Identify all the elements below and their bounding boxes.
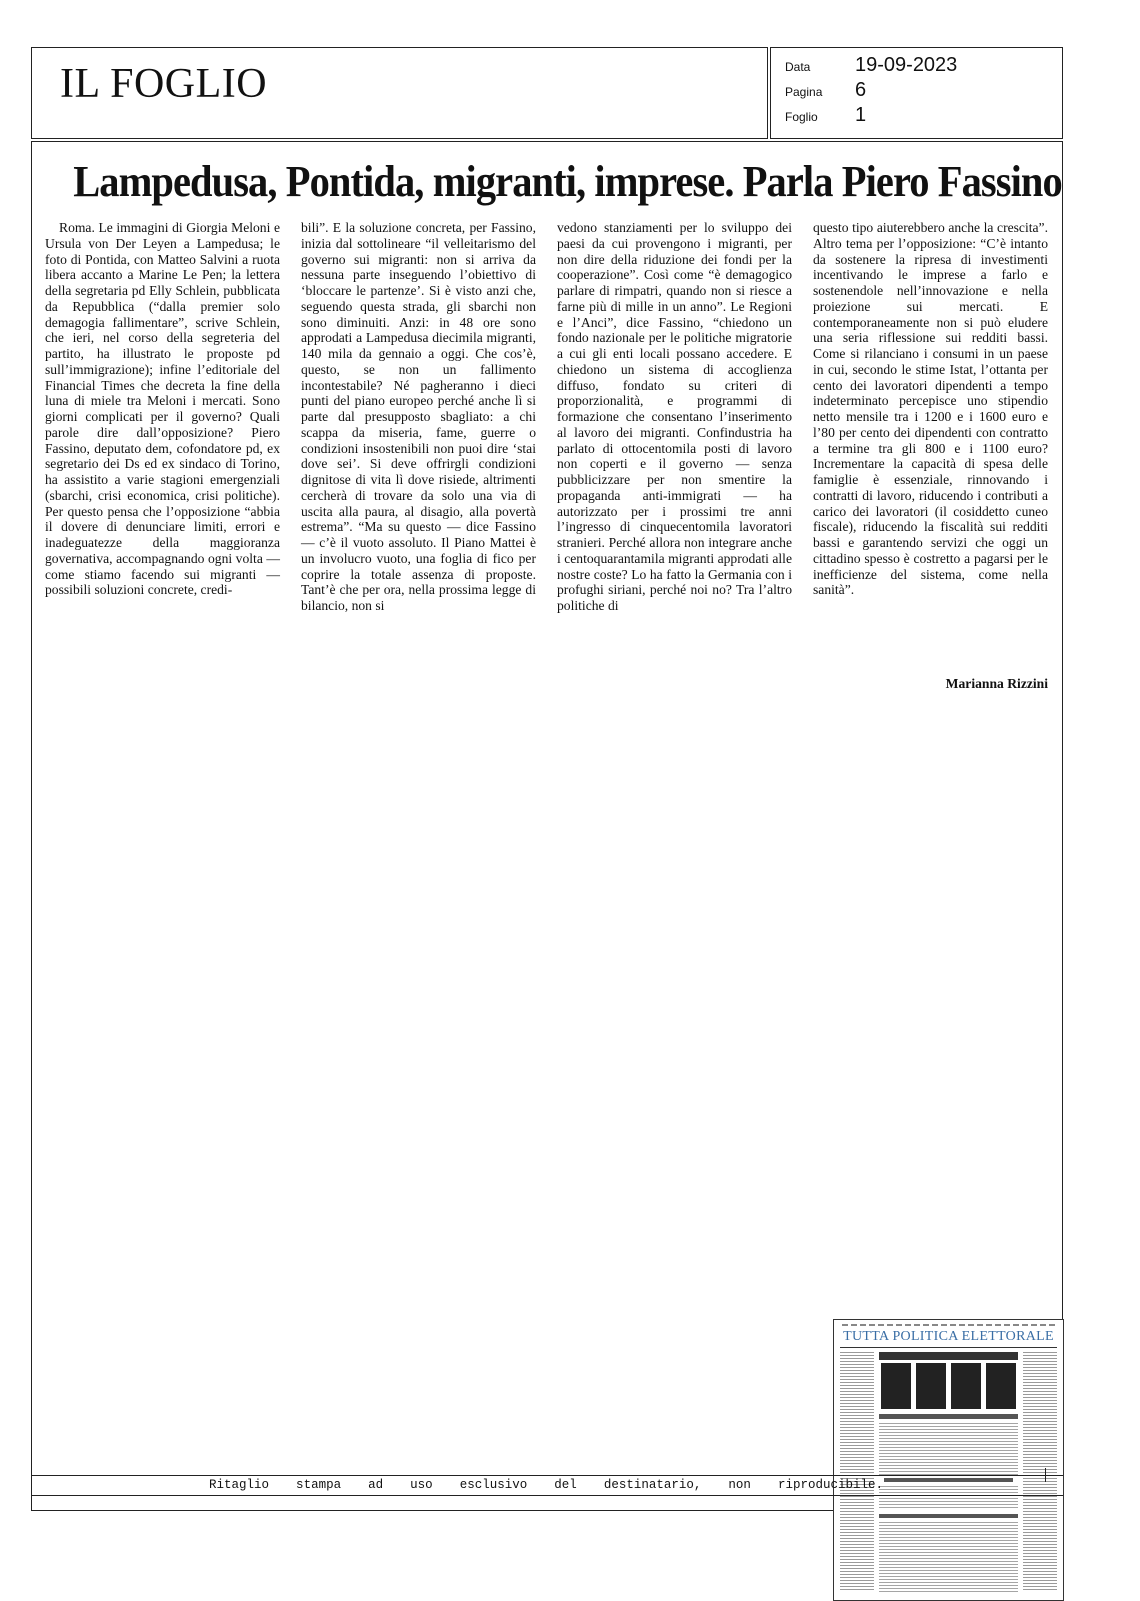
article-column-4: questo tipo aiuterebbero anche la crescita”. Altro tema per l’opposizione: “C’è intanto da sostenere la ripresa di investimenti incentivando le imprese a farlo e sostenendole nell’innovazione e nella proiezione sui mercati. E contemporaneamente non si può eludere una seria riflessione sui redditi bassi. Come si rilanciano i consumi in un paese in cui, secondo le stime Istat, l’ottanta per cento dei lavoratori dipendenti a tempo indeterminato percepisce uno stipendio netto mensile tra i 1200 e i 1600 euro e l’80 per cento dei dipendenti con contratto a termine tra gli 800 e i 1100 euro? Incrementare la capacità di spesa delle famiglie è essenziale, rinnovando i contratti di lavoro, riducendo i contributi a carico dei lavoratori (il cosiddetto cuneo fiscale), riducendo la fiscalità sui redditi bassi e garantendo servizi che oggi un cittadino spesso è costretto a pagarsi per le inefficienze del sistema, come nella sanità”. xyxy=(813,220,1048,598)
thumbnail-subheadline xyxy=(879,1514,1018,1518)
article-column-1: Roma. Le immagini di Giorgia Meloni e Ursula von Der Leyen a Lampedusa; le foto di Pontida, con Matteo Salvini a ruota libera accanto a Marine Le Pen; la lettera della segretaria pd Elly Schlein, pubblicata da Repubblica (“dalla premier solo demagogia fallimentare”, scrive Schlein, che ieri, nel corso della segreteria del partito, ha illustrato le proposte pd sull’immigrazione); infine l’editoriale del Financial Times che decreta la fine della luna di miele tra Meloni i mercati. Sono giorni complicati per il governo? Quali parole dire dall’opposizione? Piero Fassino, deputato dem, cofondatore pd, ex segretario dei Ds ed ex sindaco di Torino, ha assistito a varie stagioni emergenziali (sbarchi, crisi economica, crisi politiche). Per questo pensa che l’opposizione “abbia il dovere di denunciare limiti, errori e inadeguatezze della maggioranza governativa, accompagnando ogni volta — come stiamo facendo sui migranti — possibili soluzioni concrete, credi- xyxy=(45,220,280,598)
page-value: 6 xyxy=(855,79,867,101)
masthead-box xyxy=(31,47,768,139)
article-headline: Lampedusa, Pontida, migranti, imprese. Parla Piero Fassino xyxy=(73,157,1062,206)
article-byline: Marianna Rizzini xyxy=(945,676,1048,691)
page-label: Pagina xyxy=(785,85,823,99)
thumbnail-highlight-block xyxy=(951,1363,981,1409)
thumbnail-rule xyxy=(840,1347,1057,1348)
sheet-label: Foglio xyxy=(785,110,818,124)
article-box xyxy=(31,141,1063,1511)
article-column-2: bili”. E la soluzione concreta, per Fassino, inizia dal sottolineare “il velleitarismo del governo sui migranti: non si arriva da nessuna parte inseguendo l’obiettivo di ‘bloccare le partenze’. Si è visto anzi che, seguendo questa strada, gli sbarchi non sono diminuiti. Anzi: in 48 ore sono approdati a Lampedusa diecimila migranti, 140 mila da gennaio a oggi. Che cos’è, questo, se non un fallimento incontestabile? Né pagheranno i dieci punti del piano europeo perché anche lì si parte dal presupposto sbagliato: a chi scappa da miseria, fame, guerre o condizioni insostenibili non puoi dire ‘stai dove sei’. Si deve offrirgli condizioni dignitose di vita lì dove risiede, altrimenti cercherà di trovare da solo una via di uscita alla paura, al disagio, alla povertà estrema”. “Ma su questo — dice Fassino — c’è il vuoto assoluto. Il Piano Mattei è un involucro vuoto, una foglia di fico per coprire la totale assenza di proposte. Tant’è che per ora, nella prossima legge di bilancio, non si xyxy=(301,220,536,613)
footer-disclaimer: Ritaglio stampa ad uso esclusivo del destinatario, non riproducibile. xyxy=(209,1478,883,1492)
meta-box xyxy=(770,47,1063,139)
article-column-3: vedono stanziamenti per lo sviluppo dei paesi da cui provengono i migranti, per non dire della riduzione dei fondi per la cooperazione”. Così come “è demagogico parlare di rimpatri, quando non si riesce a farne più di mille in un anno”. Le Regioni e l’Anci”, dice Fassino, “chiedono un fondo nazionale per le politiche migratorie a cui gli enti locali possano accedere. E chiedono un sistema di accoglienza diffuso, fondato su criteri di proporzionalità, e programmi di formazione che consentano l’inserimento al lavoro dei migranti. Confindustria ha parlato di ottocentomila posti di lavoro non coperti e il governo — senza pubblicizzare per non smentire la propaganda anti-immigrati — ha autorizzato per i prossimi tre anni l’ingresso di cinquecentomila lavoratori stranieri. Perché allora non integrare anche i centoquarantamila migranti approdati alle nostre coste? Lo ha fatto la Germania con i profughi siriani, perché noi no? Tra l’altro politiche di xyxy=(557,220,792,613)
thumbnail-highlight-block xyxy=(881,1363,911,1409)
thumbnail-highlight-block xyxy=(986,1363,1016,1409)
thumbnail-section-title: TUTTA POLITICA ELETTORALE xyxy=(843,1329,1054,1344)
thumbnail-text-block xyxy=(879,1423,1018,1475)
thumbnail-right-column xyxy=(1023,1352,1057,1592)
thumbnail-top-strip xyxy=(842,1324,1055,1326)
thumbnail-text-block xyxy=(879,1522,1018,1592)
footer-bar xyxy=(31,1475,1063,1496)
thumbnail-highlight-block xyxy=(916,1363,946,1409)
thumbnail-subheadline xyxy=(879,1414,1018,1419)
newspaper-name: IL FOGLIO xyxy=(60,61,268,107)
page-thumbnail xyxy=(833,1319,1064,1601)
date-label: Data xyxy=(785,60,811,74)
thumbnail-left-column xyxy=(840,1352,874,1592)
sheet-value: 1 xyxy=(855,104,867,126)
thumbnail-headline xyxy=(879,1352,1018,1360)
date-value: 19-09-2023 xyxy=(855,54,958,76)
